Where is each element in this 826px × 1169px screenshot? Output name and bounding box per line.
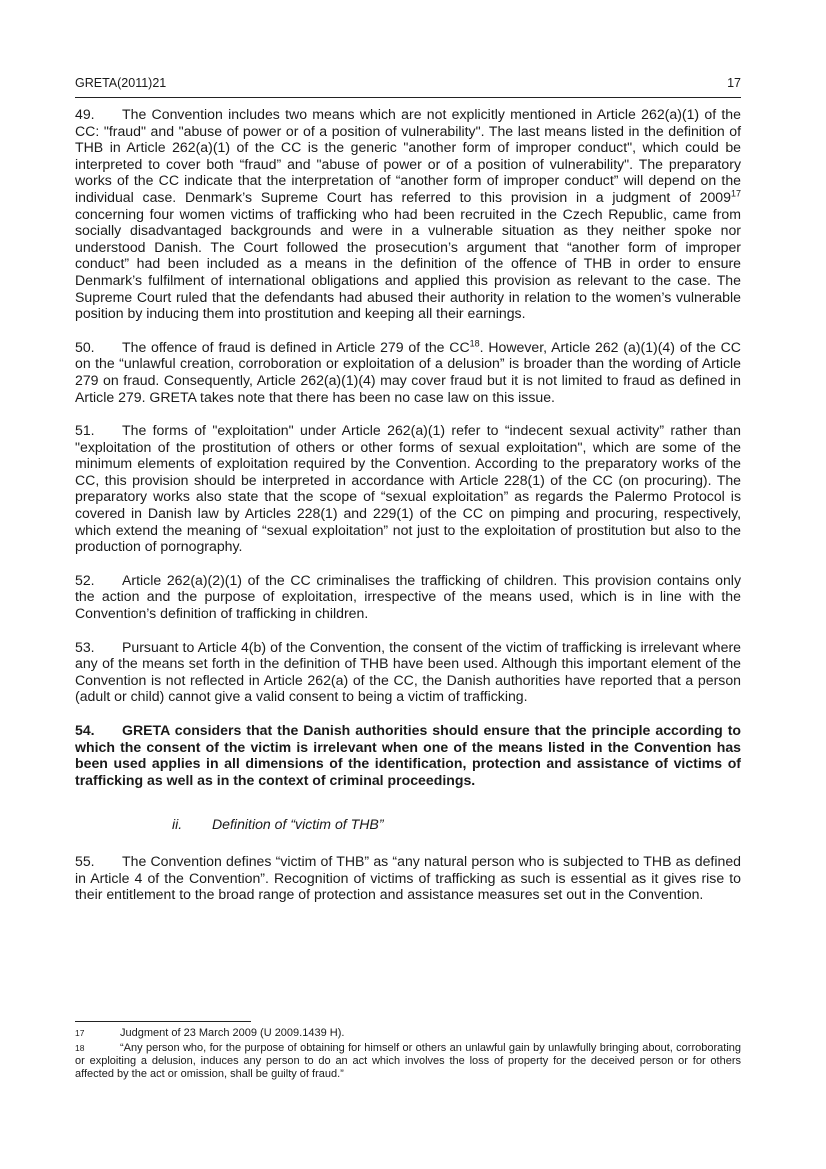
page-header (75, 76, 741, 90)
paragraph-52 (75, 572, 741, 622)
paragraph-number: 52. (75, 571, 95, 588)
footnote-number: 18 (75, 1043, 85, 1053)
paragraph-49 (75, 106, 741, 322)
footnotes (75, 1027, 741, 1081)
paragraph-text: concerning four women victims of trafficking who had been recruited in the Czech Republic, came from socially disadvantaged backgrounds and were in a vulnerable situation as they neither spoke nor understood Danish. The Court followed the prosecution’s argument that “another form of improper conduct” had been included as a means in the definition of the offence of THB in order to ensure Denmark’s fulfilment of international obligations and applied this provision as relevant to the case. The Supreme Court ruled that the defendants had abused their authority in relation to the women’s vulnerable position by inducing them into prostitution and keeping all their earnings. (75, 205, 741, 322)
paragraph-number: 55. (75, 852, 95, 869)
footnote-ref-18[interactable]: 18 (469, 338, 480, 349)
footnote-divider (75, 1021, 251, 1022)
paragraph-text: GRETA considers that the Danish authorities should ensure that the principle according to which the consent of the victim is irrelevant when one of the means listed in the Convention has been used applies in all dimensions of the identification, protection and assistance of victims of trafficking as well as in the context of criminal proceedings. (75, 722, 741, 788)
paragraph-number: 53. (75, 638, 95, 655)
paragraph-55 (75, 853, 741, 903)
footnote-ref-17[interactable]: 17 (730, 188, 741, 199)
header-divider (75, 97, 741, 98)
paragraph-text: The forms of "exploitation" under Article 262(a)(1) refer to “indecent sexual activity” rather than "exploitation of the prostitution of others or other forms of sexual exploitation", which are some of the minimum elements of exploitation required by the Convention. According to the preparatory works of the CC, this provision should be interpreted in accordance with Article 228(1) of the CC (on procuring). The preparatory works also state that the scope of “sexual exploitation” as regards the Palermo Protocol is covered in Danish law by Articles 228(1) and 229(1) of the CC on pimping and procuring, respectively, which extend the meaning of “sexual exploitation” not just to the exploitation of prostitution but also to the production of pornography. (75, 422, 741, 555)
document-reference: GRETA(2011)21 (75, 76, 167, 90)
paragraph-number: 50. (75, 338, 95, 355)
footnote-number: 17 (75, 1028, 85, 1038)
paragraph-text: The Convention includes two means which are not explicitly mentioned in Article 262(a)(1) of the CC: "fraud" and "abuse of power or of a position of vulnerability". The last means listed in the definition of THB in Article 262(a)(1) of the CC is the generic "another form of improper conduct", which could be interpreted to cover both “fraud” and "abuse of power or of a position of vulnerability". The preparatory works of the CC indicate that the interpretation of “another form of improper conduct” will depend on the individual case. Denmark’s Supreme Court has referred to this provision in a judgment of 2009 (75, 106, 741, 205)
paragraph-text: Article 262(a)(2)(1) of the CC criminalises the trafficking of children. This provision contains only the action and the purpose of exploitation, irrespective of the means used, which is in line with the Convention’s definition of trafficking in children. (75, 571, 741, 622)
paragraph-text: Pursuant to Article 4(b) of the Convention, the consent of the victim of trafficking is irrelevant where any of the means set forth in the definition of THB have been used. Although this important element of the Convention is not reflected in Article 262(a) of the CC, the Danish authorities have reported that a person (adult or child) cannot give a valid consent to being a victim of trafficking. (75, 638, 741, 705)
paragraph-number: 49. (75, 106, 95, 122)
subheading-title: Definition of “victim of THB” (212, 816, 384, 833)
paragraph-50 (75, 339, 741, 405)
paragraph-text: The offence of fraud is defined in Article 279 of the CC (122, 338, 470, 355)
paragraph-text: The Convention defines “victim of THB” as “any natural person who is subjected to THB as defined in Article 4 of the Convention”. Recognition of victims of trafficking as such is essential as it gives rise to their entitlement to the broad range of protection and assistance measures set out in the Convention. (75, 852, 741, 903)
section-subheading (75, 816, 741, 833)
paragraph-number: 51. (75, 422, 95, 439)
footnote-text: Judgment of 23 March 2009 (U 2009.1439 H). (120, 1027, 345, 1039)
paragraph-51 (75, 422, 741, 555)
subheading-number: ii. (172, 816, 183, 833)
footnote-17 (75, 1027, 741, 1040)
body-text (75, 106, 741, 920)
footnote-text: “Any person who, for the purpose of obtaining for himself or others an unlawful gain by unlawfully bringing about, corroborating or exploiting a delusion, induces any person to do an act which involves the loss of property for the deceived person or for others affected by the act or omission, shall be guilty of fraud.” (75, 1042, 741, 1080)
paragraph-53 (75, 639, 741, 705)
paragraph-text: . However, Article 262 (a)(1)(4) of the CC on the “unlawful creation, corroboration or exploitation of a delusion” is broader than the wording of Article 279 on fraud. Consequently, Article 262(a)(1)(4) may cover fraud but it is not limited to fraud as defined in Article 279. GRETA takes note that there has been no case law on this issue. (75, 338, 741, 405)
paragraph-54-recommendation (75, 722, 741, 788)
page-number: 17 (727, 76, 741, 90)
paragraph-number: 54. (75, 722, 95, 738)
footnote-18 (75, 1042, 741, 1081)
